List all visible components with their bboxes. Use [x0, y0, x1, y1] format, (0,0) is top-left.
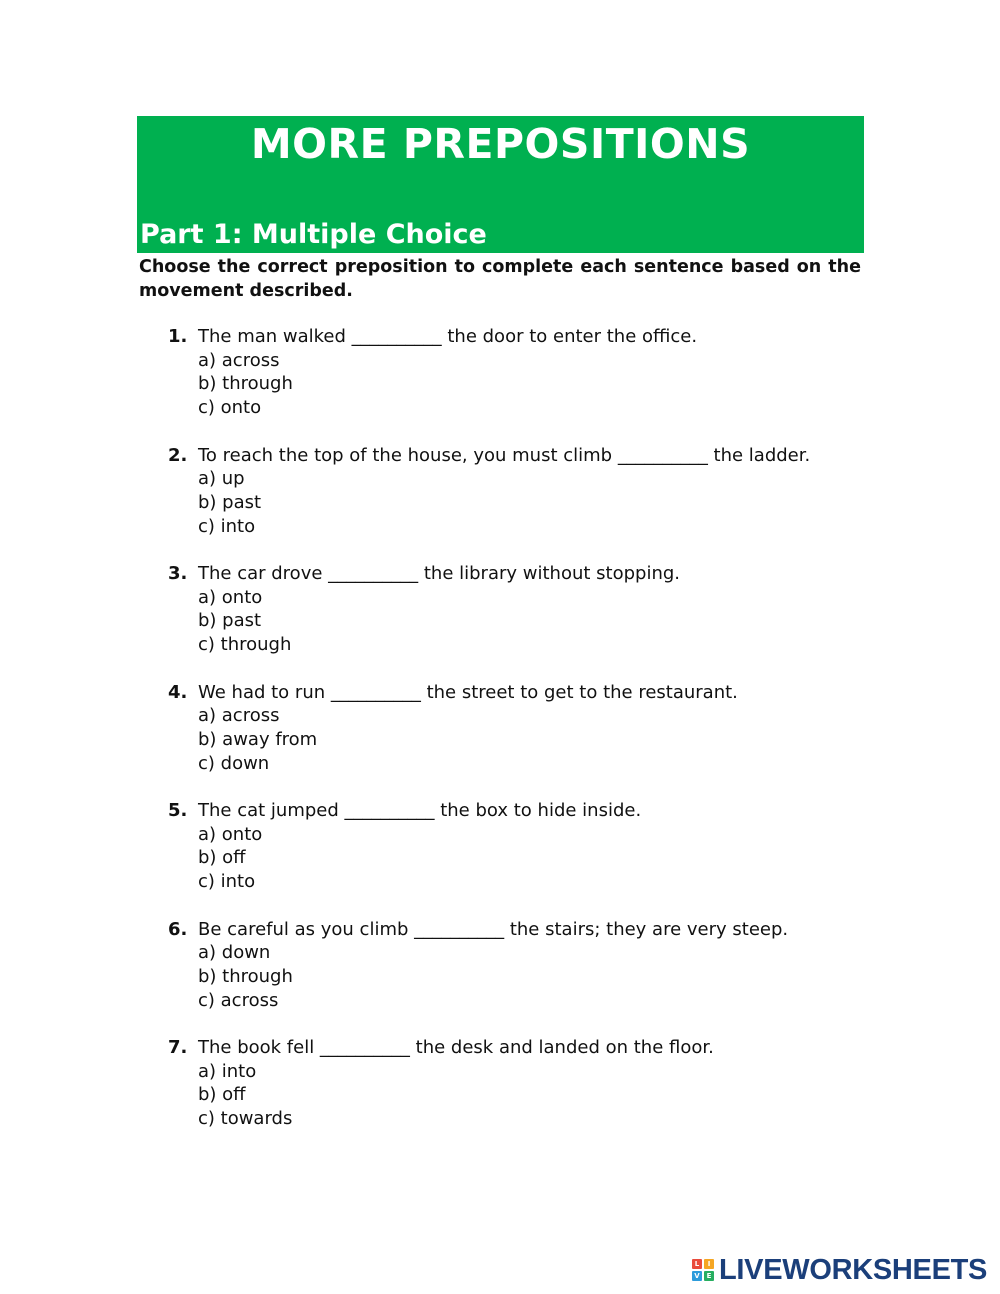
logo-block: E: [704, 1271, 714, 1281]
question-item: [168, 444, 868, 563]
question-text: The book fell __________ the desk and landed on the floor.: [198, 1037, 714, 1058]
logo-block: I: [704, 1259, 714, 1269]
question-text: Be careful as you climb __________ the stairs; they are very steep.: [198, 918, 789, 940]
question-text: The car drove __________ the library without stopping.: [198, 563, 681, 584]
answer-option[interactable]: b) past: [198, 610, 262, 632]
question-list: [168, 325, 868, 1155]
answer-option[interactable]: b) through: [198, 965, 293, 987]
answer-option[interactable]: c) across: [198, 989, 279, 1011]
question-text: The man walked __________ the door to enter the office.: [198, 326, 698, 347]
question-item: [168, 562, 868, 681]
answer-option[interactable]: a) onto: [198, 823, 263, 845]
answer-option[interactable]: b) past: [198, 491, 262, 513]
answer-option[interactable]: b) through: [198, 373, 293, 395]
answer-option[interactable]: c) into: [198, 871, 256, 893]
answer-option[interactable]: c) into: [198, 515, 256, 537]
question-item: [168, 681, 868, 800]
answer-option[interactable]: a) into: [198, 1060, 257, 1082]
question-number: 4.: [168, 681, 188, 703]
answer-option[interactable]: a) across: [198, 705, 280, 727]
question-text: To reach the top of the house, you must climb __________ the ladder.: [198, 444, 811, 466]
answer-option[interactable]: c) towards: [198, 1108, 293, 1130]
logo-text: LIVEWORKSHEETS: [719, 1253, 988, 1286]
logo-block: V: [692, 1271, 702, 1281]
answer-option[interactable]: b) away from: [198, 728, 318, 750]
question-number: 1.: [168, 326, 188, 347]
question-number: 5.: [168, 800, 188, 821]
question-item: [168, 799, 868, 918]
answer-option[interactable]: c) through: [198, 634, 292, 656]
question-item: [168, 1036, 868, 1155]
answer-option[interactable]: b) off: [198, 847, 246, 869]
section-title: Part 1: Multiple Choice: [140, 219, 487, 250]
page-title: MORE PREPOSITIONS: [250, 120, 751, 168]
instructions: Choose the correct preposition to complete each sentence based on the movement described.: [139, 257, 861, 301]
question-number: 6.: [168, 918, 188, 940]
answer-option[interactable]: c) onto: [198, 397, 262, 419]
answer-option[interactable]: a) down: [198, 942, 271, 964]
answer-option[interactable]: a) onto: [198, 586, 263, 608]
title-banner: [137, 116, 864, 253]
answer-option[interactable]: b) off: [198, 1084, 246, 1106]
question-text: The cat jumped __________ the box to hide inside.: [198, 800, 642, 821]
answer-option[interactable]: a) across: [198, 349, 280, 371]
question-number: 7.: [168, 1037, 188, 1058]
question-item: [168, 325, 868, 444]
liveworksheets-logo: [692, 1254, 987, 1286]
logo-block: L: [692, 1259, 702, 1269]
answer-option[interactable]: a) up: [198, 468, 245, 490]
question-number: 3.: [168, 563, 188, 584]
question-number: 2.: [168, 444, 188, 466]
question-item: [168, 918, 868, 1037]
question-text: We had to run __________ the street to get to the restaurant.: [198, 681, 738, 703]
answer-option[interactable]: c) down: [198, 752, 270, 774]
liveworksheets-blocks-icon: [692, 1259, 714, 1281]
